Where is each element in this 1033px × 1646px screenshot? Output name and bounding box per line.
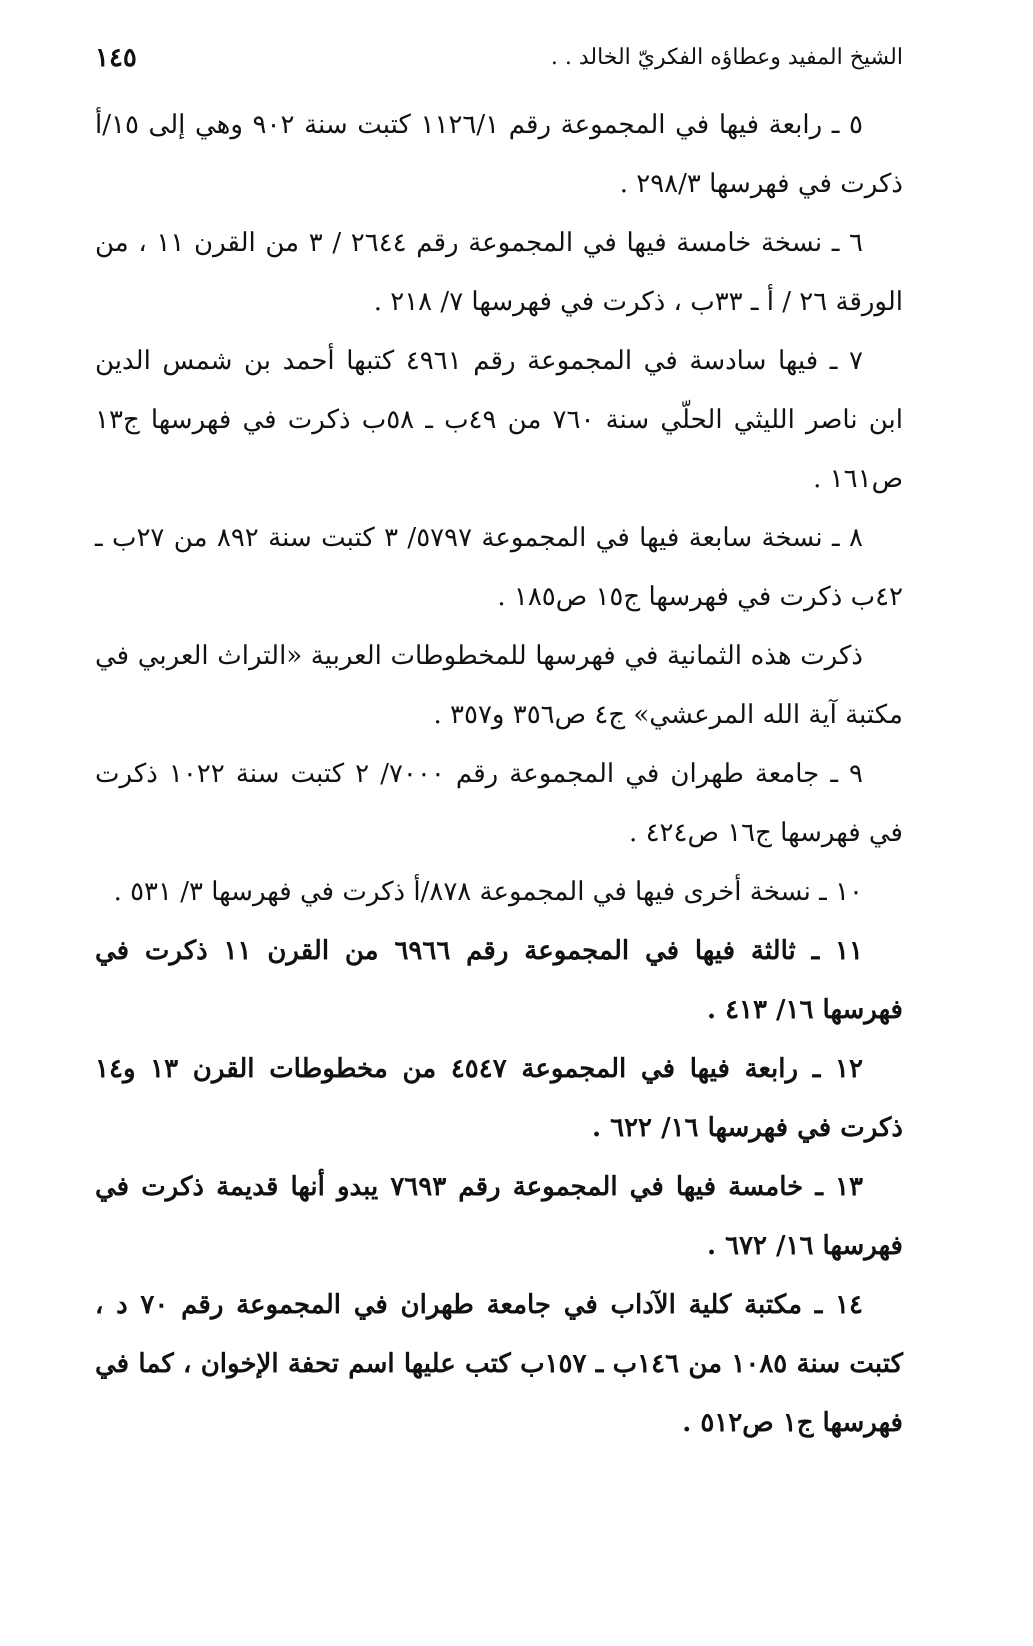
entry-14: ١٤ ـ مكتبة كلية الآداب في جامعة طهران في المجموعة رقم ٧٠ د ، كتبت سنة ١٠٨٥ من ١٤٦ب ـ ١٥٧ب كتب عليها اسم تحفة الإخوان ، كما في فهرسها ج١ ص٥١٢ . [95, 1290, 904, 1438]
running-title: الشيخ المفيد وعطاؤه الفكريّ الخالد . . [550, 45, 903, 70]
summary-paragraph: ذكرت هذه الثمانية في فهرسها للمخطوطات العربية «التراث العربي في مكتبة آية الله المرعشي» ج٤ ص٣٥٦ و٣٥٧ . [95, 641, 903, 730]
entry-9: ٩ ـ جامعة طهران في المجموعة رقم ٧٠٠٠/ ٢ كتبت سنة ١٠٢٢ ذكرت في فهرسها ج١٦ ص٤٢٤ . [95, 759, 903, 848]
page-header [95, 38, 903, 78]
entry-5: ٥ ـ رابعة فيها في المجموعة رقم ١١٢٦/١ كتبت سنة ٩٠٢ وهي إلى ١٥/أ ذكرت في فهرسها ٢٩٨/٣ . [95, 110, 903, 199]
entry-8: ٨ ـ نسخة سابعة فيها في المجموعة ٥٧٩٧/ ٣ كتبت سنة ٨٩٢ من ٢٧ب ـ ٤٢ب ذكرت في فهرسها ج١٥ ص١٨٥ . [95, 523, 903, 612]
entry-13: ١٣ ـ خامسة فيها في المجموعة رقم ٧٦٩٣ يبدو أنها قديمة ذكرت في فهرسها ١٦/ ٦٧٢ . [95, 1172, 903, 1261]
entry-12: ١٢ ـ رابعة فيها في المجموعة ٤٥٤٧ من مخطوطات القرن ١٣ و١٤ ذكرت في فهرسها ١٦/ ٦٢٢ . [95, 1054, 903, 1143]
entry-10: ١٠ ـ نسخة أخرى فيها في المجموعة ٨٧٨/أ ذكرت في فهرسها ٣/ ٥٣١ . [113, 877, 863, 907]
entry-7: ٧ ـ فيها سادسة في المجموعة رقم ٤٩٦١ كتبها أحمد بن شمس الدين ابن ناصر الليثي الحلّي سنة ٧٦٠ من ٤٩ب ـ ٥٨ب ذكرت في فهرسها ج١٣ ص١٦١ . [95, 346, 903, 494]
entry-6: ٦ ـ نسخة خامسة فيها في المجموعة رقم ٢٦٤٤ / ٣ من القرن ١١ ، من الورقة ٢٦ / أ ـ ٣٣ب ، ذكرت في فهرسها ٧/ ٢١٨ . [95, 228, 903, 317]
page-body [95, 96, 903, 1453]
page-number: ١٤٥ [95, 43, 137, 73]
entry-11: ١١ ـ ثالثة فيها في المجموعة رقم ٦٩٦٦ من القرن ١١ ذكرت في فهرسها ١٦/ ٤١٣ . [95, 936, 903, 1025]
